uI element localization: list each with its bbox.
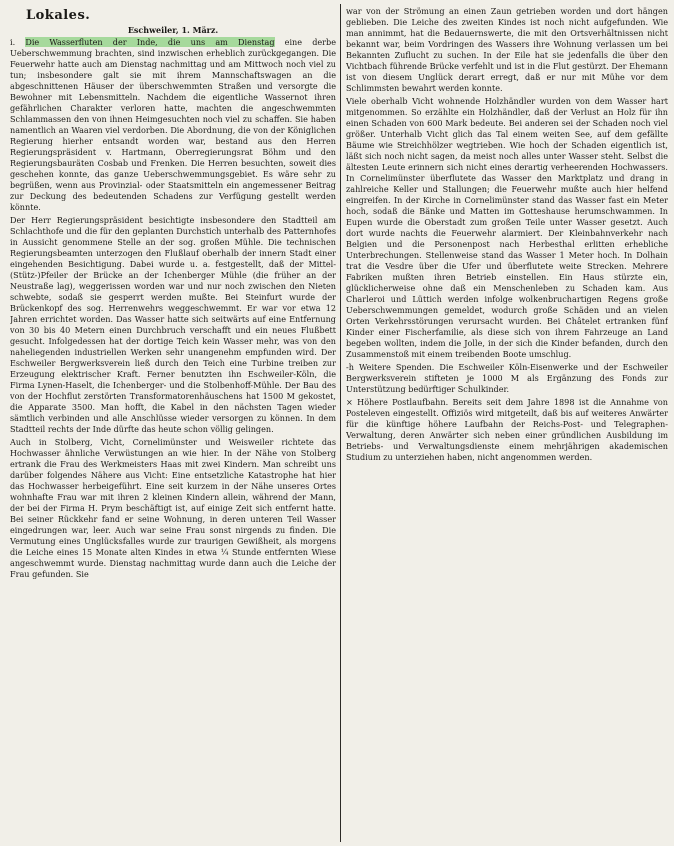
article-paragraph: Viele oberhalb Vicht wohnende Holzhändler wurden von dem Wasser hart mitgenommen. So erzählte ein Holzhändler, daß der Verlust an Holz für ihn einen Schaden von 600 Mark bedeute. Bei anderen sei der Schaden noch viel größer. Unterhalb Vicht glich das Tal einem weiten See, auf dem gefällte Bäume wie Streichhölzer wegtrieben. Wie hoch der Schaden eigentlich ist, läßt sich noch nicht sagen, da meist noch alles unter Wasser steht. Selbst die ältesten Leute erinnern sich nicht eines derartig verheerenden Hochwassers. In Cornelimünster überflutete das Wasser den Marktplatz und drang in zahlreiche Keller und Stallungen; die Feuerwehr mußte auch hier helfend eingreifen. In der Kirche in Cornelimünster stand das Wasser fast ein Meter hoch, sodaß die Bänke und Matten im Gotteshause herumschwammen. In Eupen wurde die Oberstadt zum großen Teile unter Wasser gesetzt. Auch dort wurde nachts die Feuerwehr alarmiert. Der Kleinbahnverkehr nach Belgien und die Personenpost nach Herbesthal erlitten erhebliche Unterbrechungen. Stellenweise stand das Wasser 1 Meter hoch. In Dolhain trat die Vesdre über die Ufer und überflutete weite Strecken. Mehrere Fabriken mußten ihren Betrieb einstellen. Ein Haus stürzte ein, glücklicherweise ohne daß ein Menschenleben zu Schaden kam. Aus Charleroi und Lüttich werden infolge wolkenbruchartigen Regens große Ueberschwemmungen gemeldet, wodurch große Schäden und an vielen Orten Verkehrsstörungen verursacht wurden. Bei Châtelet ertranken fünf Kinder einer Fischerfamilie, als diese sich von ihrem Fahrzeuge an Land begeben wollten, indem die Jolle, in der sich die Kinder befanden, durch den Zusammenstoß mit einem treibenden Boote umschlug.	[346, 96, 668, 359]
article-paragraph: Auch in Stolberg, Vicht, Cornelimünster und Weisweiler richtete das Hochwasser ähnliche Verwüstungen an wie hier. In der Nähe von Stolberg ertrank die Frau des Werkmeisters Haas mit zwei Kindern. Man schreibt uns darüber folgendes Nähere aus Vicht: Eine entsetzliche Katastrophe hat hier das Hochwasser herbeigeführt. Eine seit kurzem in der Nähe unseres Ortes wohnhafte Frau war mit ihren 2 kleinen Kindern allein, während der Mann, der bei der Firma H. Prym beschäftigt ist, auf einige Zeit sich entfernt hatte. Bei seiner Rückkehr fand er seine Wohnung, in deren unteren Teil Wasser eingedrungen war, leer. Auch war seine Frau sonst nirgends zu finden. Die Vermutung eines Unglücksfalles wurde zur traurigen Gewißheit, als morgens die Leiche eines 15 Monate alten Kindes in etwa ¼ Stunde entfernten Wiese angeschwemmt wurde. Dienstag nachmittag wurde dann auch die Leiche der Frau gefunden. Sie	[10, 437, 336, 579]
news-item-spenden: -h Weitere Spenden. Die Eschweiler Köln-Eisenwerke und der Eschweiler Bergwerksverein stifteten je 1000 M als Ergänzung des Fonds zur Unterstützung bedürftiger Schulkinder.	[346, 362, 668, 394]
column-divider	[340, 4, 341, 842]
dateline: Eschweiler, 1. März.	[127, 25, 219, 35]
news-item-postlaufbahn: × Höhere Postlaufbahn. Bereits seit dem Jahre 1898 ist die Annahme von Posteleven eingestellt. Offiziös wird mitgeteilt, daß bis auf weiteres Anwärter für die künftige höhere Laufbahn der Reichs-Post- und Telegraphen-Verwaltung, deren Anwärter sich neben einer gründlichen Ausbildung im Betriebs- und Verwaltungsdienste einem mehrjährigen akademischen Studium zu unterziehen haben, nicht angenommen werden.	[346, 397, 668, 462]
left-column	[10, 6, 336, 842]
article-paragraph: i. Die Wasserfluten der Inde, die uns am Dienstag eine derbe Ueberschwemmung brachten, sind inzwischen erheblich zurückgegangen. Die Feuerwehr hatte auch am Dienstag nachmittag und am Mittwoch noch viel zu tun; insbesondere galt sie mit ihrem Mannschaftswagen an die abgeschnittenen Häuser der überschwemmten Straßen und versorgte die Bewohner mit Lebensmitteln. Nachdem die eigentliche Wassernot ihren gefährlichen Charakter verloren hatte, machten die angeschwemmten Schlammassen den von ihnen Heimgesuchten noch viel zu schaffen. Sie haben namentlich an Waaren viel verdorben. Die Abordnung, die von der Königlichen Regierung hierher entsandt worden war, bestand aus den Herren Regierungspräsident v. Hartmann, Oberregierungsrat Böhm und den Regierungsbauräten Cosbab und Frenken. Die Herren besuchten, soweit dies geschehen konnte, das ganze Ueberschwemmungsgebiet. Es wäre sehr zu begrüßen, wenn aus Provinzial- oder Staatsmitteln ein angemessener Beitrag zur Deckung des bedeutenden Schadens zur Verfügung gestellt werden könnte.	[10, 37, 336, 212]
highlighted-text: Die Wasserfluten der Inde, die uns am Dienstag	[25, 37, 275, 47]
paragraph-rest: eine derbe Ueberschwemmung brachten, sind inzwischen erheblich zurückgegangen. Die Feuerwehr hatte auch am Dienstag nachmittag und am Mittwoch noch viel zu tun; insbesondere galt sie mit ihrem Mannschaftswagen an die abgeschnittenen Häuser der überschwemmten Straßen und versorgte die Bewohner mit Lebensmitteln. Nachdem die eigentliche Wassernot ihren gefährlichen Charakter verloren hatte, machten die angeschwemmten Schlammassen den von ihnen Heimgesuchten noch viel zu schaffen. Sie haben namentlich an Waaren viel verdorben. Die Abordnung, die von der Königlichen Regierung hierher entsandt worden war, bestand aus den Herren Regierungspräsident v. Hartmann, Oberregierungsrat Böhm und den Regierungsbauräten Cosbab und Frenken. Die Herren besuchten, soweit dies geschehen konnte, das ganze Ueberschwemmungsgebiet. Es wäre sehr zu begrüßen, wenn aus Provinzial- oder Staatsmitteln ein angemessener Beitrag zur Deckung des bedeutenden Schadens zur Verfügung gestellt werden könnte.	[10, 37, 336, 212]
section-heading: Lokales.	[26, 8, 91, 23]
article-paragraph: Der Herr Regierungspräsident besichtigte insbesondere den Stadtteil am Schlachthofe und die für den geplanten Durchstich unterhalb des Patternhofes in Aussicht genommene Stelle an der sog. großen Mühle. Die technischen Regierungsbeamten unterzogen den Flußlauf oberhalb der innern Stadt einer eingehenden Besichtigung. Dabei wurde u. a. festgestellt, daß der Mittel-(Stütz-)Pfeiler der Brücke an der Ichenberger Mühle (die früher an der Neustraße lag), weggerissen worden war und nur noch zwischen den Nieten schwebte, sodaß sie gesperrt werden mußte. Bei Steinfurt wurde der Brückenkopf des sog. Herrenwehrs weggeschwemmt. Er war vor etwa 12 Jahren errichtet worden. Das Wasser hatte sich seitwärts auf eine Entfernung von 30 bis 40 Metern einen Durchbruch verschafft und ein neues Flußbett gesucht. Infolgedessen hat der dortige Teich kein Wasser mehr, was von den naheliegenden industriellen Werken sehr unangenehm empfunden wird. Der Eschweiler Bergwerksverein ließ durch den Teich eine Turbine treiben zur Erzeugung elektrischer Kraft. Ferner benutzten ihn Eschweiler-Köln, die Firma Lynen-Haselt, die Ichenberger- und die Stolbenhoff-Mühle. Der Bau des von der Hochflut zerstörten Transformatorenhäuschens hat 1500 M gekostet, die Apparate 3500. Man hofft, die Kabel in den nächsten Tagen wieder sämtlich verbinden und alle Anschlüsse wieder versorgen zu können. In dem Stadtteil rechts der Inde dürfte das heute schon völlig gelingen.	[10, 215, 336, 434]
article-paragraph: war von der Strömung an einen Zaun getrieben worden und dort hängen geblieben. Die Leiche des zweiten Kindes ist noch nicht aufgefunden. Wie man annimmt, hat die Bedauernswerte, die mit den Ortsverhältnissen nicht bekannt war, beim Vordringen des Wassers ihre Wohnung verlassen um bei Bekannten Zuflucht zu suchen. In der Eile hat sie jedenfalls die über den Vichtbach führende Brücke verfehlt und ist in die Flut gestürzt. Der Ehemann ist von diesem Unglück derart erregt, daß er nur mit Mühe vor dem Schlimmsten bewahrt werden konnte.	[346, 6, 668, 93]
right-column	[346, 6, 668, 842]
